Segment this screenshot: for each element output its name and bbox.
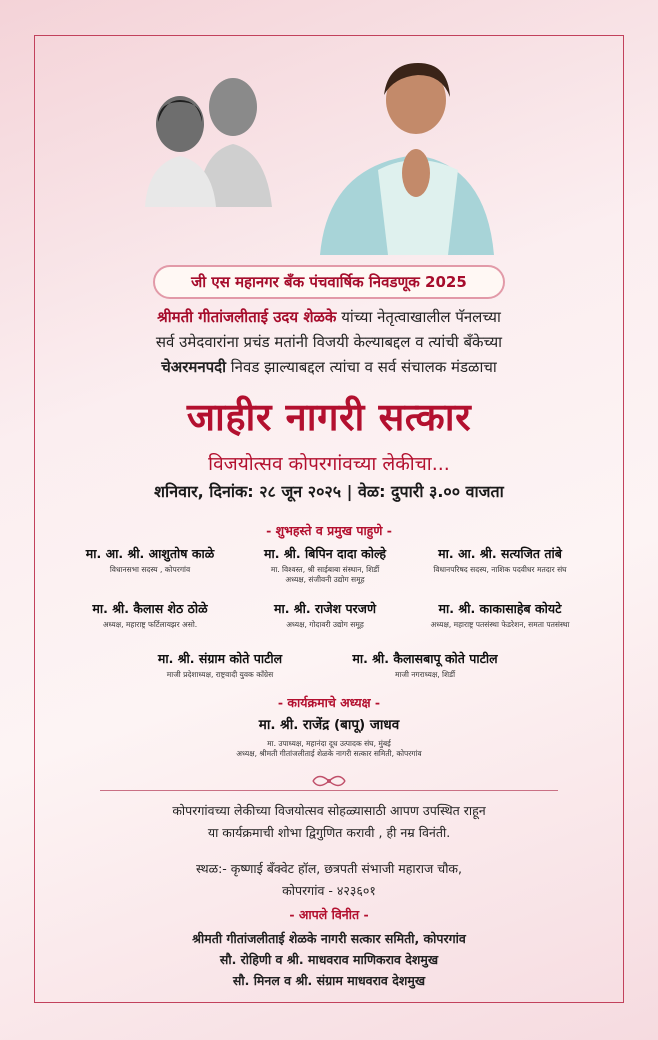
closing-title: - आपले विनीत - [289, 907, 369, 922]
men-photo [140, 72, 275, 207]
closing-line-1: श्रीमती गीतांजलीताई शेळके नागरी सत्कार समिती, कोपरगांव [192, 931, 466, 946]
closing-line-2: सौ. रोहिणी व श्री. माधवराव माणिकराव देशमुख [219, 952, 439, 967]
president-title: - कार्यक्रमाचे अध्यक्ष - [277, 695, 381, 710]
president-desc: अध्यक्ष, श्रीमती गीतांजलीताई शेळके नागरी सत्कार समिती, कोपरगांव [236, 749, 422, 758]
guest-name: मा. आ. श्री. आशुतोष काळे [85, 546, 215, 561]
guest-desc: अध्यक्ष, गोदावरी उद्योग समूह [286, 620, 364, 629]
guest-name: मा. श्री. कैलासबापू कोते पाटील [352, 651, 498, 666]
divider [100, 790, 558, 791]
venue [0, 858, 658, 902]
subheadline: विजयोत्सव कोपरगांवच्या लेकीचा... [208, 453, 450, 475]
guest-name: मा. आ. श्री. सत्यजित तांबे [438, 546, 562, 561]
closing-names [0, 928, 658, 991]
intro-line-3 [0, 355, 658, 380]
guest-desc: अध्यक्ष, महाराष्ट्र फर्टिलायझर असो. [102, 620, 198, 629]
intro-text [0, 305, 658, 380]
president [179, 715, 479, 759]
guest-desc: विधानसभा सदस्य , कोपरगांव [109, 565, 191, 574]
intro-line-1 [0, 305, 658, 330]
headline: जाहीर नागरी सत्कार [186, 395, 472, 439]
banner-text: जी एस महानगर बँक पंचवार्षिक निवडणूक 2025 [191, 273, 467, 291]
guest-desc: अध्यक्ष, संजीवनी उद्योग समूह [285, 575, 365, 584]
closing-line-3: सौ. मिनल व श्री. संग्राम माधवराव देशमुख [232, 973, 426, 988]
invitation-text [0, 800, 658, 844]
guest-5 [235, 600, 415, 630]
guest-1 [60, 545, 240, 575]
guest-desc: माजी नगराध्यक्ष, शिर्डी [394, 670, 456, 679]
venue-line-1: स्थळ:- कृष्णाई बँक्वेट हॉल, छत्रपती संभाजी महाराज चौक, [195, 861, 463, 876]
invitation-line-1: कोपरगांवच्या लेकीच्या विजयोत्सव सोहळ्यासाठी आपण उपस्थित राहून [172, 803, 486, 818]
guest-4 [60, 600, 240, 630]
guest-name: मा. श्री. राजेश परजणे [273, 601, 376, 616]
guest-6 [400, 600, 600, 630]
guest-desc: विधानपरिषद सदस्य, नाशिक पदवीधर मतदार संघ [433, 565, 567, 574]
guests-title: - शुभहस्ते व प्रमुख पाहुणे - [266, 523, 392, 538]
venue-line-2: कोपरगांव - ४२३६०१ [282, 883, 376, 898]
president-name: मा. श्री. राजेंद्र (बापू) जाधव [258, 717, 400, 733]
intro-line-2: सर्व उमेदवारांना प्रचंड मतांनी विजयी केल्याबद्दल व त्यांची बँकेच्या [155, 333, 503, 351]
guest-desc: माजी प्रदेशाध्यक्ष, राष्ट्रवादी युवक कॉंग्रेस [166, 670, 274, 679]
election-banner [153, 265, 505, 299]
guest-desc: अध्यक्ष, महाराष्ट्र पतसंस्था फेडरेशन, समता पतसंस्था [430, 620, 570, 629]
intro-line-3-rest: निवड झाल्याबद्दल त्यांचा व सर्व संचालक मंडळाचा [226, 358, 497, 376]
guest-7 [120, 650, 320, 680]
invitation-line-2: या कार्यक्रमाची शोभा द्विगुणित करावी , ही नम्र विनंती. [207, 825, 451, 840]
date-time: शनिवार, दिनांक: २८ जून २०२५ | वेळ: दुपारी ३.०० वाजता [154, 482, 504, 501]
guest-name: मा. श्री. कैलास शेठ ठोळे [92, 601, 208, 616]
guest-3 [405, 545, 595, 575]
guest-name: मा. श्री. बिपिन दादा कोल्हे [264, 546, 386, 561]
guest-2 [235, 545, 415, 585]
honoree-name: श्रीमती गीतांजलीताई उदय शेळके [157, 308, 337, 326]
woman-photo [318, 55, 496, 255]
guest-name: मा. श्री. काकासाहेब कोयटे [438, 601, 562, 616]
ornament-icon [309, 770, 349, 792]
chairman-word: चेअरमनपदी [161, 358, 227, 376]
intro-line-1-rest: यांच्या नेतृत्वाखालील पॅनलच्या [336, 308, 501, 326]
president-desc: मा. उपाध्यक्ष, महानंदा दूध उत्पादक संघ, मुंबई [267, 739, 391, 748]
guest-name: मा. श्री. संग्राम कोते पाटील [157, 651, 283, 666]
guest-8 [320, 650, 530, 680]
guest-desc: मा. विश्वस्त, श्री साईबाबा संस्थान, शिर्डी [270, 565, 380, 574]
